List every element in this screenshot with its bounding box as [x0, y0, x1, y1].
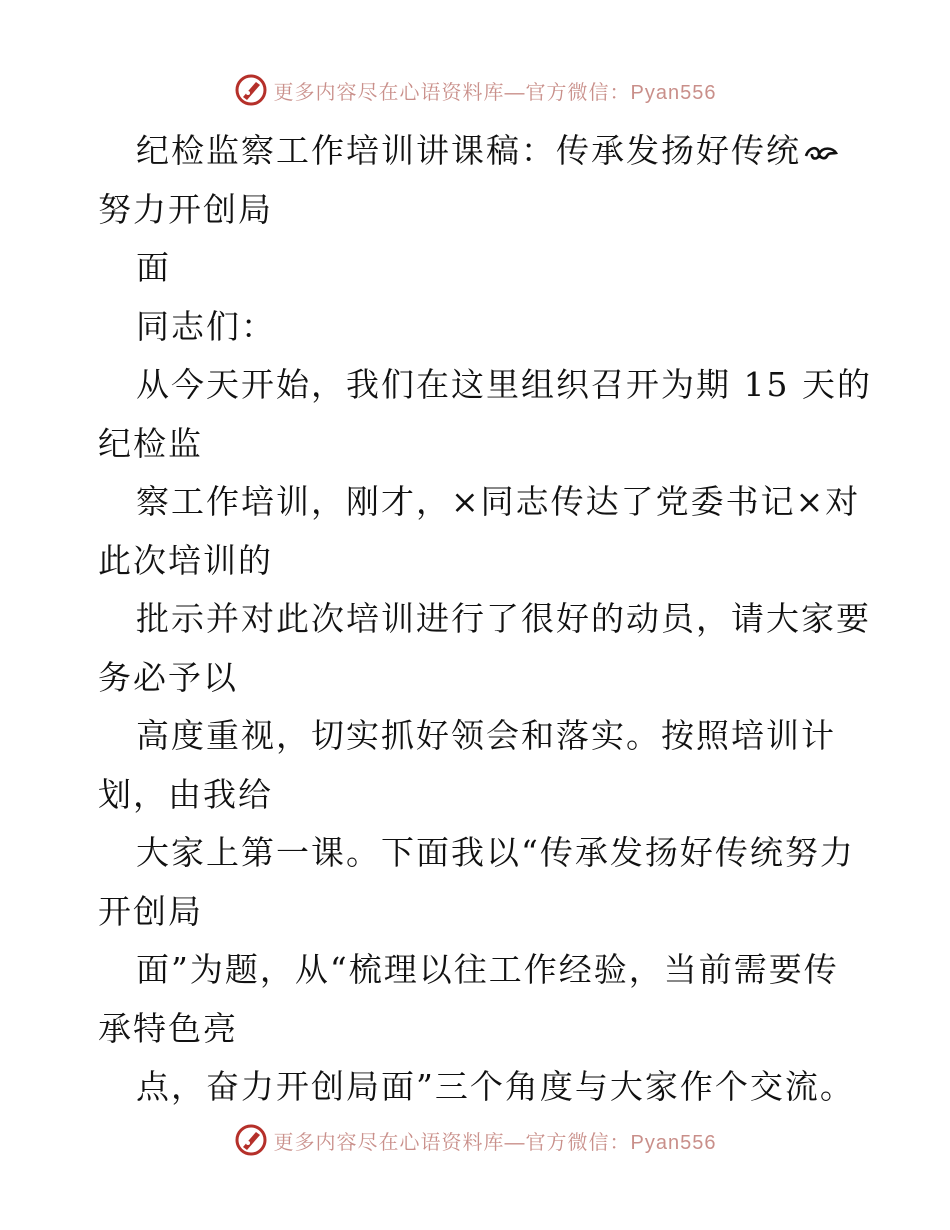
pen-logo-icon: [234, 1123, 268, 1157]
line-text: 纪检监察工作培训讲课稿：传承发扬好传统: [136, 131, 801, 170]
line-text: 面: [136, 248, 171, 287]
line-text: 批示并对此次培训进行了很好的动员，请大家要: [136, 599, 871, 638]
document-body: [98, 122, 872, 1117]
line-text: 努力开创局: [98, 189, 273, 229]
line-text: 面”为题，从“梳理以往工作经验，当前需要传: [136, 950, 839, 989]
line-text: 划，由我给: [98, 774, 273, 814]
text-line: [98, 239, 858, 298]
document-title-line: [98, 122, 858, 181]
line-text: 务必予以: [98, 657, 238, 697]
text-line: [98, 766, 858, 825]
text-line: [98, 1000, 858, 1059]
text-line: [98, 298, 858, 357]
text-line: [98, 941, 858, 1000]
line-text: 开创局: [98, 891, 203, 931]
text-line: [98, 356, 872, 415]
line-text: 从今天开始，我们在这里组织召开为期 15 天的: [136, 365, 872, 404]
line-text: 察工作培训，刚才，×同志传达了党委书记×对: [136, 482, 861, 521]
text-line: [98, 707, 858, 766]
watermark-text: 更多内容尽在心语资料库—官方微信：Pyan556: [273, 81, 717, 104]
line-text: 承特色亮: [98, 1008, 238, 1048]
text-line: [98, 649, 858, 708]
text-line: [98, 181, 858, 240]
line-text: 同志们：: [136, 306, 276, 346]
text-line: [98, 883, 858, 942]
text-line: [98, 473, 861, 532]
line-text: 大家上第一课。下面我以“传承发扬好传统努力: [136, 833, 855, 872]
text-line: [98, 824, 858, 883]
text-line: [98, 415, 858, 474]
text-line: [98, 1058, 858, 1117]
line-text: 高度重视，切实抓好领会和落实。按照培训计: [136, 716, 836, 755]
text-line: [98, 532, 858, 591]
ornament-icon: [803, 140, 839, 166]
text-line: [98, 590, 871, 649]
pen-logo-icon: [234, 73, 268, 107]
footer-watermark: [0, 1120, 950, 1160]
line-text: 此次培训的: [98, 540, 273, 580]
line-text: 点，奋力开创局面”三个角度与大家作个交流。: [136, 1067, 855, 1106]
watermark-text: 更多内容尽在心语资料库—官方微信：Pyan556: [273, 1131, 717, 1154]
line-text: 纪检监: [98, 423, 203, 463]
header-watermark: [0, 70, 950, 110]
